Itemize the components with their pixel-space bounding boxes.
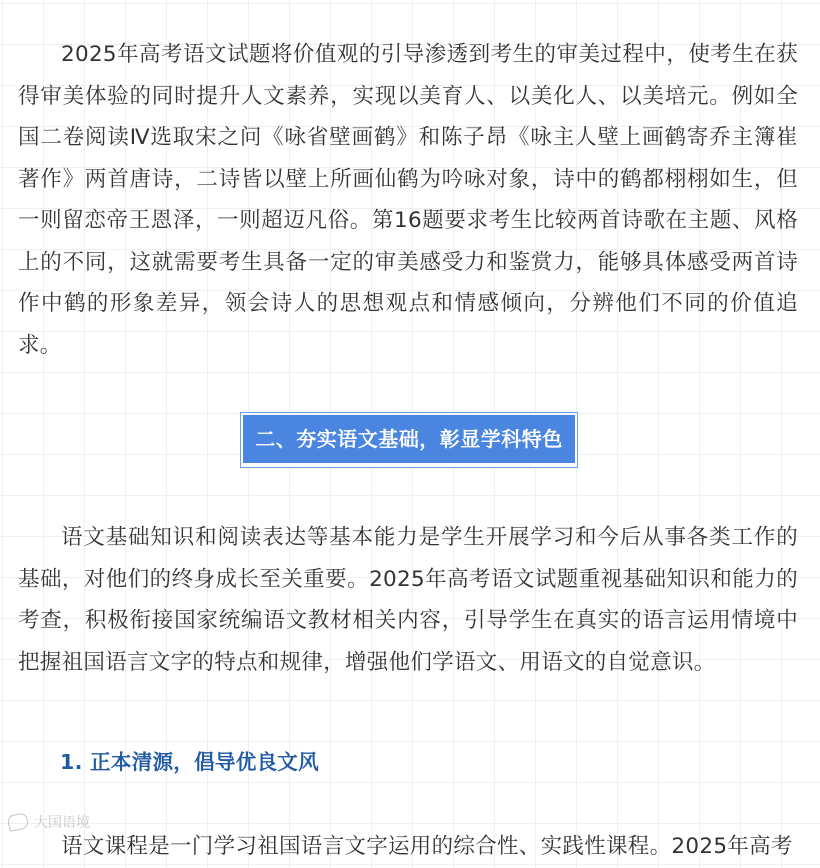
section-heading-frame — [240, 412, 578, 468]
paragraph-course-description: 语文课程是一门学习祖国语言文字运用的综合性、实践性课程。2025年高考 — [61, 834, 793, 859]
subheading-good-writing-style: 1. 正本清源，倡导优良文风 — [60, 750, 319, 774]
article-body — [18, 34, 798, 868]
paragraph-language-foundation: 语文基础知识和阅读表达等基本能力是学生开展学习和今后从事各类工作的基础，对他们的终身成长至关重要。2025年高考语文试题重视基础知识和能力的考查，积极衔接国家统编语文教材相关内容，引导学生在真实的语言运用情境中把握祖国语言文字的特点和规律，增强他们学语文、用语文的自觉意识。 — [18, 525, 798, 675]
watermark — [8, 812, 90, 832]
watermark-text: 大国语境 — [34, 815, 90, 831]
section-heading: 二、夯实语文基础，彰显学科特色 — [243, 415, 575, 463]
section-heading-container — [18, 412, 798, 468]
paragraph-aesthetic-education: 2025年高考语文试题将价值观的引导渗透到考生的审美过程中，使考生在获得审美体验的同时提升人文素养，实现以美育人、以美化人、以美培元。例如全国二卷阅读Ⅳ选取宋之问《咏省壁画鹤》和陈子昂《咏主人壁上画鹤寄乔主簿崔著作》两首唐诗，二诗皆以壁上所画仙鹤为吟咏对象，诗中的鹤都栩栩如生，但一则留恋帝王恩泽，一则超迈凡俗。第16题要求考生比较两首诗歌在主题、风格上的不同，这就需要考生具备一定的审美感受力和鉴赏力，能够具体感受两首诗作中鹤的形象差异，领会诗人的思想观点和情感倾向，分辨他们不同的价值追求。 — [18, 42, 798, 358]
watermark-logo-icon — [7, 812, 30, 832]
